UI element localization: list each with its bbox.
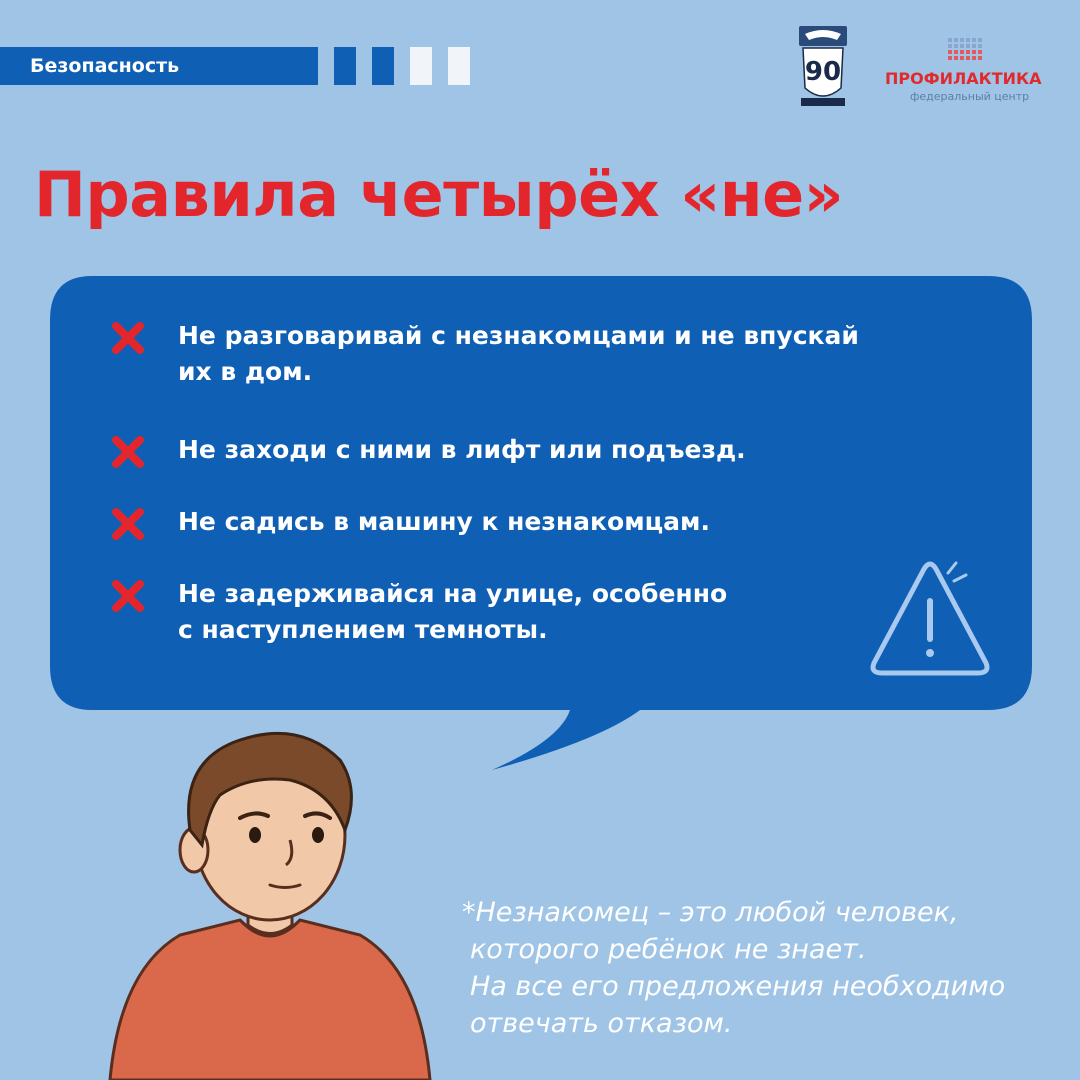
emblem-number: 90 bbox=[804, 57, 842, 87]
rule-text-line: их в дом. bbox=[178, 357, 313, 386]
page-title: Правила четырёх «не» bbox=[34, 158, 844, 231]
section-label: Безопасность bbox=[30, 55, 180, 77]
note-line: которого ребёнок не знает. bbox=[470, 934, 867, 965]
rule-text-line: Не задерживайся на улице, особенно bbox=[178, 579, 728, 608]
profilaktika-subtitle: федеральный центр bbox=[910, 90, 1030, 103]
rule-text-line: с наступлением темноты. bbox=[178, 615, 548, 644]
red-cross-icon bbox=[110, 320, 146, 356]
rule-item bbox=[110, 318, 859, 390]
note-line: отвечать отказом. bbox=[470, 1008, 733, 1039]
note-line: *Незнакомец – это любой человек, bbox=[462, 897, 959, 928]
red-cross-icon bbox=[110, 434, 146, 470]
red-cross-icon bbox=[110, 506, 146, 542]
rule-text-line: Не заходи с ними в лифт или подъезд. bbox=[178, 435, 746, 464]
warning-triangle-icon bbox=[860, 555, 1000, 685]
boy-illustration bbox=[90, 720, 450, 1080]
stranger-definition-note bbox=[462, 894, 1072, 1042]
rule-text-line: Не садись в машину к незнакомцам. bbox=[178, 507, 710, 536]
rule-text-line: Не разговаривай с незнакомцами и не впускай bbox=[178, 321, 859, 350]
red-cross-icon bbox=[110, 578, 146, 614]
rule-item bbox=[110, 432, 746, 468]
profilaktika-name: ПРОФИЛАКТИКА bbox=[885, 69, 1042, 88]
rule-item bbox=[110, 576, 727, 648]
note-line: На все его предложения необходимо bbox=[470, 971, 1006, 1002]
rule-item bbox=[110, 504, 710, 540]
